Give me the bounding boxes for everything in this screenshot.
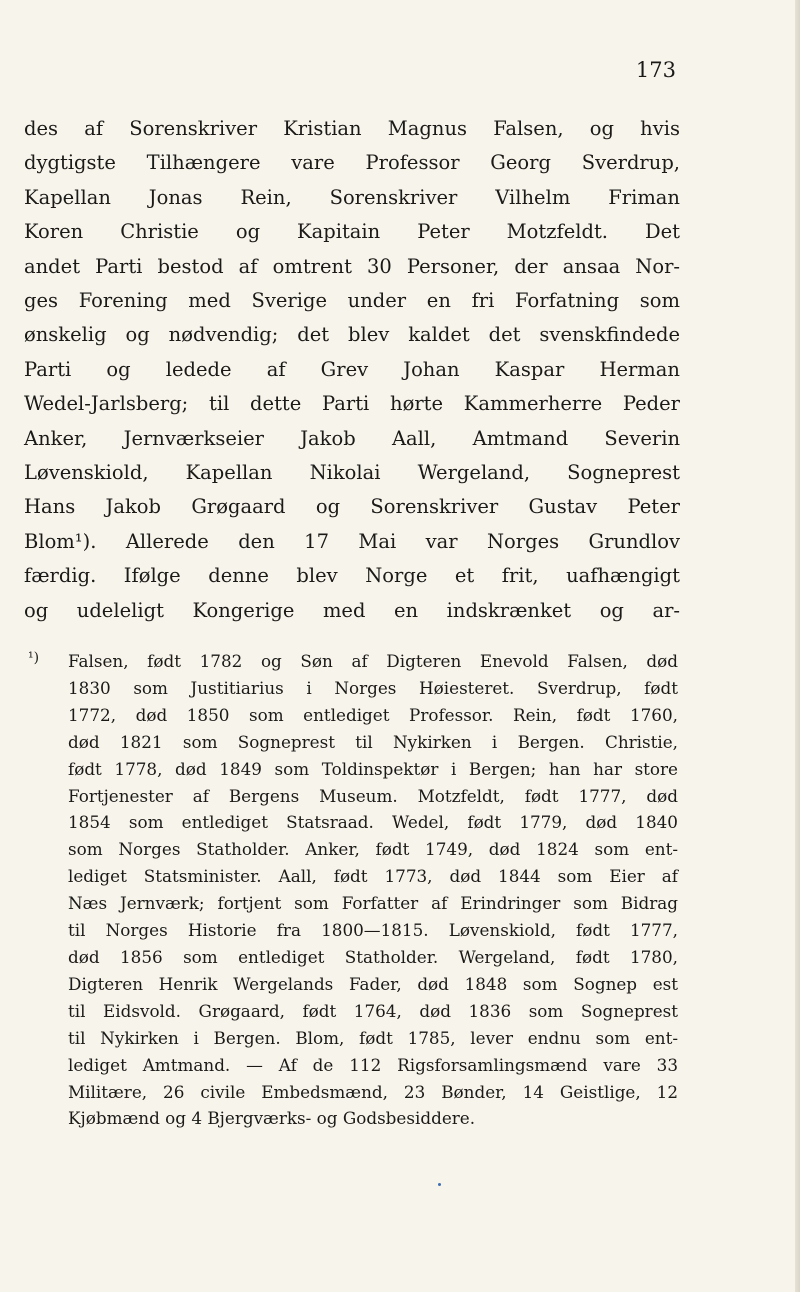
body-line: ønskelig og nødvendig; det blev kaldet det svenskfindede	[24, 323, 680, 347]
page-edge	[795, 0, 800, 1292]
footnote-line: Digteren Henrik Wergelands Fader, død 1848 som Sognep est	[68, 973, 678, 994]
footnote-marker: ¹)	[28, 650, 40, 666]
footnote-line: død 1821 som Sogneprest til Nykirken i Bergen. Christie,	[68, 731, 678, 752]
footnote-line: til Eidsvold. Grøgaard, født 1764, død 1836 som Sogneprest	[68, 1000, 678, 1021]
footnote-line: 1830 som Justitiarius i Norges Høiesteret. Sverdrup, født	[68, 677, 678, 698]
footnote-line: Militære, 26 civile Embedsmænd, 23 Bønder, 14 Geistlige, 12	[68, 1081, 678, 1102]
ink-speck	[438, 1183, 441, 1186]
body-line: Koren Christie og Kapitain Peter Motzfeldt. Det	[24, 220, 680, 244]
body-line: dygtigste Tilhængere vare Professor Georg Sverdrup,	[24, 151, 680, 175]
footnote-line: til Norges Historie fra 1800—1815. Løvenskiold, født 1777,	[68, 920, 678, 941]
body-line: Blom¹). Allerede den 17 Mai var Norges Grundlov	[24, 529, 680, 553]
footnote-line: 1772, død 1850 som entlediget Professor. Rein, født 1760,	[68, 704, 678, 725]
footnote-line: som Norges Statholder. Anker, født 1749, død 1824 som ent-	[68, 839, 678, 860]
body-line: Parti og ledede af Grev Johan Kaspar Herman	[24, 357, 680, 381]
body-line: des af Sorenskriver Kristian Magnus Falsen, og hvis	[24, 117, 680, 140]
body-line: og udeleligt Kongerige med en indskrænket og ar-	[24, 598, 680, 622]
body-line: Kapellan Jonas Rein, Sorenskriver Vilhelm Friman	[24, 185, 680, 209]
body-line: Anker, Jernværkseier Jakob Aall, Amtmand Severin	[24, 426, 680, 450]
footnote-line: 1854 som entlediget Statsraad. Wedel, født 1779, død 1840	[68, 812, 678, 833]
footnote-line: til Nykirken i Bergen. Blom, født 1785, lever endnu som ent-	[68, 1027, 678, 1048]
body-line: ges Forening med Sverige under en fri Forfatning som	[24, 289, 680, 313]
footnote-line: Næs Jernværk; fortjent som Forfatter af Erindringer som Bidrag	[68, 893, 678, 914]
footnote-line: født 1778, død 1849 som Toldinspektør i Bergen; han har store	[68, 758, 678, 779]
footnote-line: lediget Amtmand. — Af de 112 Rigsforsamlingsmænd vare 33	[68, 1054, 678, 1075]
footnote-line: Fortjenester af Bergens Museum. Motzfeldt, født 1777, død	[68, 785, 678, 806]
footnote-line: lediget Statsminister. Aall, født 1773, død 1844 som Eier af	[68, 866, 678, 887]
body-line: Løvenskiold, Kapellan Nikolai Wergeland, Sogneprest	[24, 461, 680, 485]
body-text	[24, 112, 680, 628]
footnote-line: Kjøbmænd og 4 Bjergværks- og Godsbesiddere.	[68, 1108, 476, 1129]
footnote-text	[68, 648, 678, 1132]
footnote-line: Falsen, født 1782 og Søn af Digteren Enevold Falsen, død	[68, 651, 678, 671]
body-line: Hans Jakob Grøgaard og Sorenskriver Gustav Peter	[24, 495, 680, 519]
page-number: 173	[635, 58, 676, 82]
body-line: færdig. Ifølge denne blev Norge et frit, uafhængigt	[24, 564, 680, 588]
footnote-line: død 1856 som entlediget Statholder. Wergeland, født 1780,	[68, 946, 678, 967]
body-line: andet Parti bestod af omtrent 30 Personer, der ansaa Nor-	[24, 254, 680, 278]
body-line: Wedel-Jarlsberg; til dette Parti hørte Kammerherre Peder	[24, 392, 680, 416]
